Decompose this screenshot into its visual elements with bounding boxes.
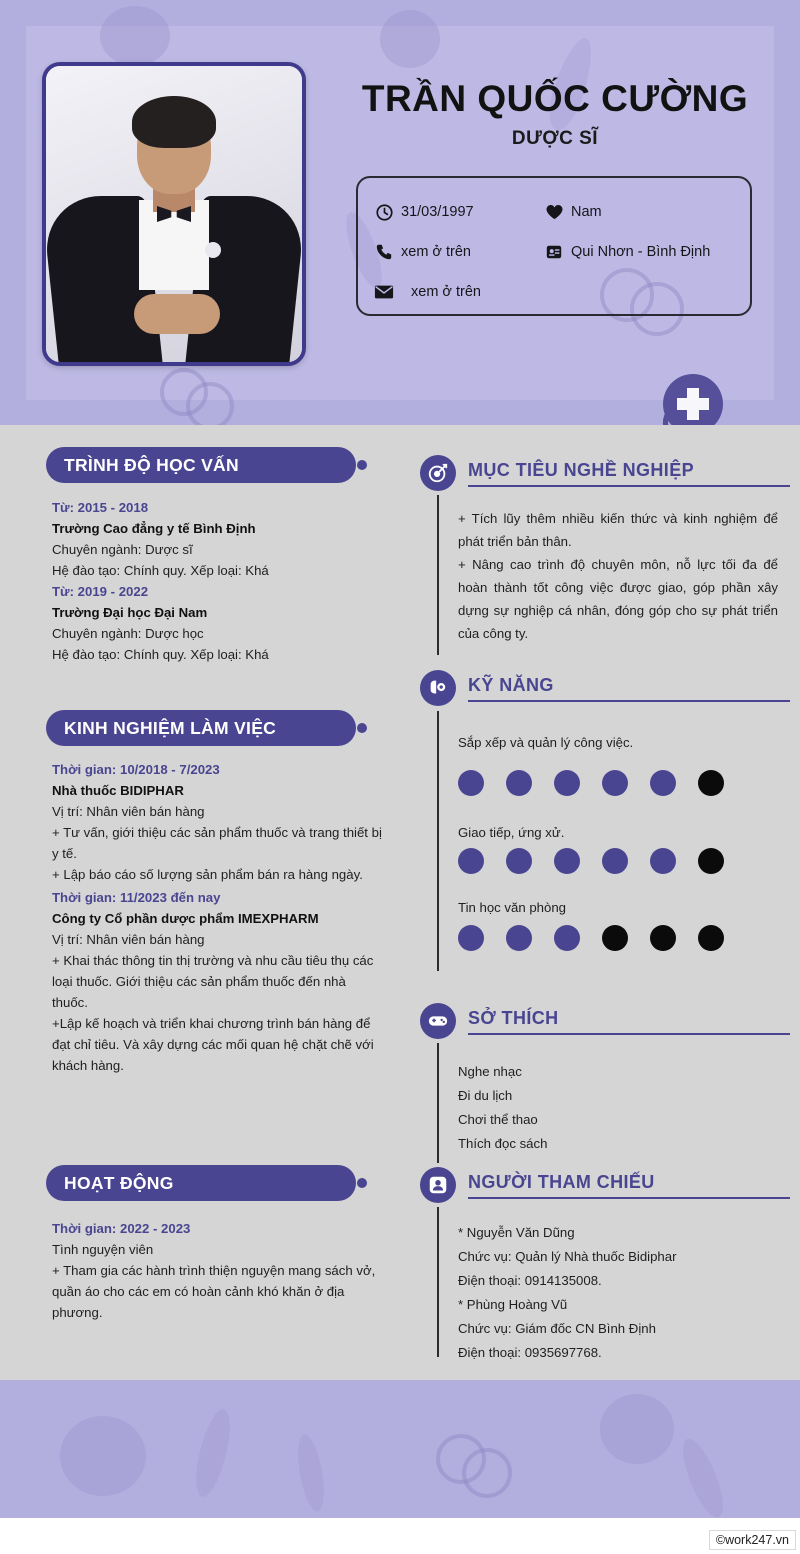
experience-bullet: +Lập kế hoạch và triển khai chương trình bán hàng để đạt chỉ tiêu. Và xây dựng các mối quan hệ chặt chẽ với khách hàng. [52, 1016, 374, 1073]
activities-period: Thời gian: 2022 - 2023 [52, 1221, 191, 1236]
ring-decoration [462, 1448, 512, 1498]
skill-dot [506, 770, 532, 796]
experience-position: Vị trí: Nhân viên bán hàng [52, 804, 205, 819]
experience-company: Nhà thuốc BIDIPHAR [52, 783, 184, 798]
skill-dot [554, 848, 580, 874]
hobby-item: Nghe nhạc [458, 1064, 522, 1079]
contact-phone-label: xem ở trên [401, 244, 471, 260]
activities-entry [52, 1218, 382, 1323]
skill-dot [554, 925, 580, 951]
experience-entry [52, 759, 382, 1076]
name-block [330, 78, 780, 150]
flower-decoration [600, 1394, 674, 1464]
reference-phone: Điện thoại: 0914135008. [458, 1273, 602, 1288]
phone-icon [374, 242, 394, 262]
leaf-decoration [189, 1406, 236, 1500]
education-period: Từ: 2015 - 2018 [52, 500, 149, 515]
brain-gear-icon [420, 670, 456, 706]
activities-role: Tình nguyện viên [52, 1242, 154, 1257]
cv-body [0, 425, 800, 1380]
profile-photo [42, 62, 306, 366]
references-title: NGƯỜI THAM CHIẾU [468, 1172, 790, 1199]
education-title: TRÌNH ĐỘ HỌC VẤN [46, 447, 356, 483]
experience-company: Công ty Cổ phần dược phẩm IMEXPHARM [52, 911, 319, 926]
experience-bullet: + Khai thác thông tin thị trường và nhu cầu tiêu thụ các loại thuốc. Giới thiệu các sản phẩm thuốc đến nhà thuốc. [52, 953, 374, 1010]
section-objective [420, 455, 790, 491]
ring-decoration [436, 1434, 486, 1484]
education-type: Hệ đào tạo: Chính quy. Xếp loại: Khá [52, 647, 269, 662]
contact-gender-label: Nam [571, 204, 602, 220]
candidate-name: TRẦN QUỐC CƯỜNG [361, 78, 749, 119]
experience-bullet: + Lập báo cáo số lượng sản phẩm bán ra hàng ngày. [52, 867, 363, 882]
education-school: Trường Đại học Đại Nam [52, 605, 208, 620]
envelope-icon [374, 282, 394, 302]
experience-bullet: + Tư vấn, giới thiệu các sản phẩm thuốc và trang thiết bị y tế. [52, 825, 382, 861]
cv-footer [0, 1380, 800, 1554]
heart-icon [544, 202, 564, 222]
skill-dot [650, 770, 676, 796]
contact-gender [544, 202, 734, 222]
skill-dot [554, 770, 580, 796]
contact-birthdate-label: 31/03/1997 [401, 204, 474, 220]
contact-phone [374, 242, 544, 262]
skill-label: Tin học văn phòng [458, 900, 567, 915]
gamepad-icon [420, 1003, 456, 1039]
skills-title: KỸ NĂNG [468, 675, 790, 702]
hobby-item: Chơi thể thao [458, 1112, 538, 1127]
contact-email [374, 282, 544, 302]
user-badge-icon [420, 1167, 456, 1203]
experience-title: KINH NGHIỆM LÀM VIỆC [46, 710, 356, 746]
skill-rating [458, 925, 724, 951]
section-skills [420, 670, 790, 706]
reference-position: Chức vụ: Giám đốc CN Bình Định [458, 1321, 656, 1336]
education-major: Chuyên ngành: Dược học [52, 626, 204, 641]
hobbies-title: SỞ THÍCH [468, 1008, 790, 1035]
skill-rating [458, 848, 724, 874]
education-school: Trường Cao đẳng y tế Bình Định [52, 521, 256, 536]
candidate-role: DƯỢC SĨ [511, 128, 599, 149]
reference-phone: Điện thoại: 0935697768. [458, 1345, 602, 1360]
id-card-icon [544, 242, 564, 262]
watermark: ©work247.vn [709, 1530, 796, 1550]
objective-paragraph: + Tích lũy thêm nhiều kiến thức và kinh nghiệm để phát triển bản thân. [458, 511, 778, 549]
education-entry [52, 497, 382, 665]
skill-dot [458, 770, 484, 796]
hobby-item: Đi du lịch [458, 1088, 513, 1103]
activities-detail: + Tham gia các hành trình thiện nguyện mang sách vở, quần áo cho các em có hoàn cảnh khó khăn ở địa phương. [52, 1263, 376, 1320]
contact-address [544, 242, 734, 262]
reference-position: Chức vụ: Quản lý Nhà thuốc Bidiphar [458, 1249, 677, 1264]
contact-email-label: xem ở trên [411, 284, 481, 300]
objective-title: MỤC TIÊU NGHỀ NGHIỆP [468, 460, 790, 487]
skill-dot [458, 925, 484, 951]
skill-dot [602, 770, 628, 796]
skill-rating [458, 770, 724, 796]
section-references [420, 1167, 790, 1203]
skill-label: Giao tiếp, ứng xử. [458, 825, 565, 840]
reference-name: * Phùng Hoàng Vũ [458, 1297, 568, 1312]
right-column [400, 425, 800, 1380]
skills-rail [437, 711, 439, 971]
section-experience [0, 710, 356, 746]
skill-dot [506, 925, 532, 951]
education-type: Hệ đào tạo: Chính quy. Xếp loại: Khá [52, 563, 269, 578]
skill-dot [650, 925, 676, 951]
reference-name: * Nguyễn Văn Dũng [458, 1225, 575, 1240]
contact-address-label: Qui Nhơn - Bình Định [571, 244, 711, 260]
footer-white-strip [0, 1518, 800, 1554]
left-column [0, 425, 400, 1380]
objective-rail [437, 495, 439, 655]
cv-header [0, 0, 800, 425]
references-rail [437, 1207, 439, 1357]
leaf-decoration [675, 1434, 731, 1522]
target-icon [420, 455, 456, 491]
clock-icon [374, 202, 394, 222]
contact-birthdate [374, 202, 544, 222]
contact-row [374, 272, 734, 312]
skill-label: Sắp xếp và quản lý công việc. [458, 735, 634, 750]
skill-dot [506, 848, 532, 874]
skill-dot [698, 770, 724, 796]
skill-dot [650, 848, 676, 874]
hobbies-rail [437, 1043, 439, 1163]
hobbies-list [458, 1060, 778, 1156]
objective-paragraph: + Nâng cao trình độ chuyên môn, nỗ lực tối đa để hoàn thành tốt công việc được giao, góp phần xây dựng sự nghiệp cá nhân, đóng góp cho sự phát triển của công ty. [458, 557, 778, 641]
leaf-decoration [293, 1433, 328, 1514]
skill-dot [602, 925, 628, 951]
section-education [0, 447, 356, 483]
skill-dot [698, 925, 724, 951]
contact-row [374, 232, 734, 272]
section-activities [0, 1165, 356, 1201]
experience-period: Thời gian: 11/2023 đến nay [52, 890, 221, 905]
contact-box [356, 176, 752, 316]
flower-decoration [60, 1416, 146, 1496]
references-list [458, 1221, 778, 1365]
experience-period: Thời gian: 10/2018 - 7/2023 [52, 762, 220, 777]
activities-title: HOẠT ĐỘNG [46, 1165, 356, 1201]
skill-dot [698, 848, 724, 874]
experience-position: Vị trí: Nhân viên bán hàng [52, 932, 205, 947]
skill-dot [602, 848, 628, 874]
hobby-item: Thích đọc sách [458, 1136, 548, 1151]
education-major: Chuyên ngành: Dược sĩ [52, 542, 193, 557]
contact-row [374, 192, 734, 232]
education-period: Từ: 2019 - 2022 [52, 584, 149, 599]
skill-dot [458, 848, 484, 874]
section-hobbies [420, 1003, 790, 1039]
